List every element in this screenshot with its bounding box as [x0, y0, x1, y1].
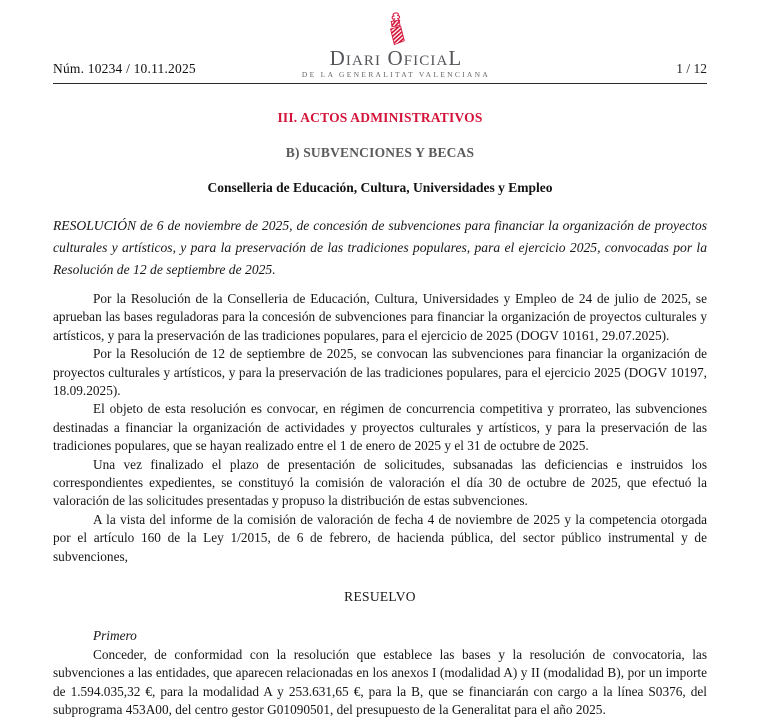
- preamble-paragraph: Por la Resolución de la Conselleria de Educación, Cultura, Universidades y Empleo de 24 de julio de 2025, se aprueban las bases reguladoras para la concesión de subvenciones para financiar la organización de proyectos culturales y artísticos, y para la preservación de las tradiciones populares, para el ejercicio de 2025 (DOGV 10161, 29.07.2025).: [53, 291, 707, 343]
- dogv-logo: [302, 12, 490, 79]
- generalitat-valenciana-emblem-icon: [387, 12, 405, 46]
- page-number: 1 / 12: [676, 61, 707, 76]
- preamble-block: [53, 290, 707, 566]
- resuelvo-item-text: Conceder, de conformidad con la resolución que establece las bases y la resolución de convocatoria, las subvenciones a las entidades, que aparecen relacionadas en los anexos I (modalidad A) y II (modalidad B), por un importe de 1.594.035,32 €, para la modalidad A y 253.631,65 €, para la B, que se financiarán con cargo a la línea S0376, del subprograma 453A00, del centro gestor G01090501, del presupuesto de la Generalitat para el año 2025.: [53, 646, 707, 718]
- subsection-heading: B) SUBVENCIONES Y BECAS: [285, 145, 475, 160]
- resuelvo-heading: RESUELVO: [344, 589, 416, 605]
- preamble-paragraph: A la vista del informe de la comisión de valoración de fecha 4 de noviembre de 2025 y la competencia otorgada por el artículo 160 de la Ley 1/2015, de 6 de febrero, de hacienda pública, del sector público instrumental y de subvenciones,: [53, 511, 707, 564]
- logo-title: Diari OficiaL: [329, 46, 463, 70]
- section-heading: III. ACTOS ADMINISTRATIVOS: [277, 110, 483, 125]
- issue-number: Núm. 10234 / 10.11.2025: [53, 61, 196, 76]
- document-body: [53, 84, 707, 718]
- resuelvo-item-label: Primero: [93, 628, 137, 644]
- preamble-paragraph: El objeto de esta resolución es convocar, en régimen de concurrencia competitiva y prorrateo, las subvenciones destinadas a financiar la organización de actividades y proyectos culturales y artísticos, y para la preservación de las tradiciones populares, que se hayan realizado entre el 1 de enero de 2025 y el 31 de octubre de 2025.: [53, 401, 707, 454]
- preamble-paragraph: Una vez finalizado el plazo de presentación de solicitudes, subsanadas las deficiencias e instruidos los correspondientes expedientes, se constituyó la comisión de valoración el día 30 de octubre de 2025, que efectuó la valoración de las solicitudes presentadas y propuso la distribución de estas subvenciones.: [53, 456, 707, 509]
- resolution-title: RESOLUCIÓN de 6 de noviembre de 2025, de concesión de subvenciones para financiar la organización de proyectos culturales y artísticos, y para la preservación de las tradiciones populares, para el ejercicio 2025, convocadas por la Resolución de 12 de septiembre de 2025.: [53, 218, 707, 277]
- preamble-paragraph: Por la Resolución de 12 de septiembre de 2025, se convocan las subvenciones para financiar la organización de proyectos culturales y artísticos, y para la preservación de las tradiciones populares, para el ejercicio 2025 (DOGV 10197, 18.09.2025).: [53, 346, 707, 399]
- page-header: [53, 0, 707, 84]
- department-heading: Conselleria de Educación, Cultura, Universidades y Empleo: [207, 180, 553, 195]
- logo-subtitle: DE LA GENERALITAT VALENCIANA: [301, 70, 491, 79]
